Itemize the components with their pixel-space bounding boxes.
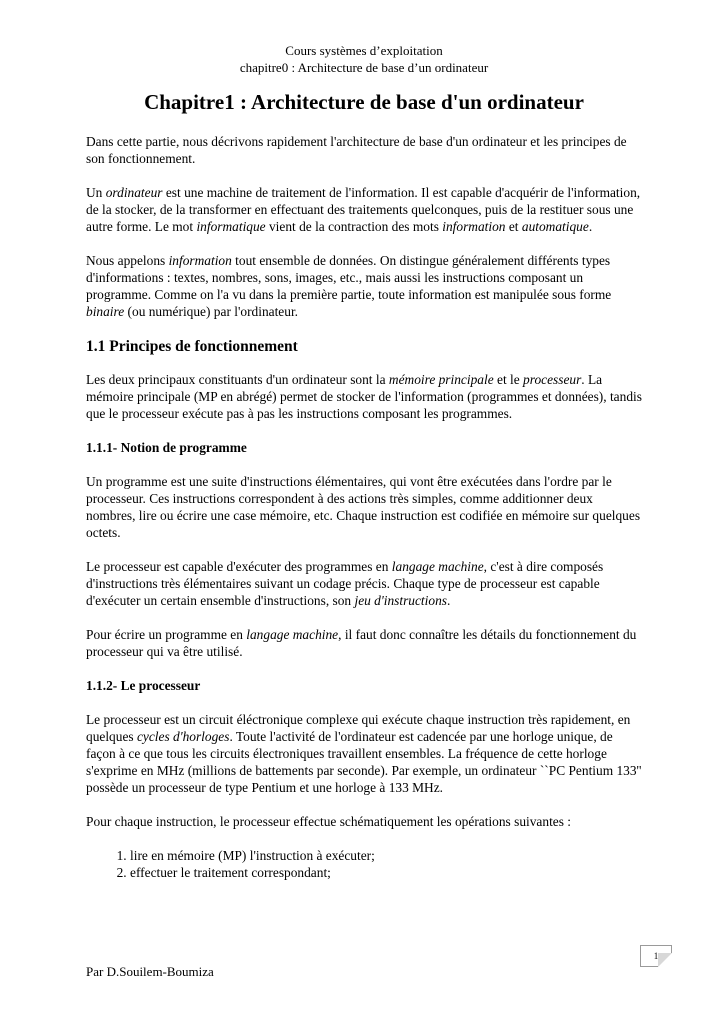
list-item: 1. lire en mémoire (MP) l'instruction à exécuter; xyxy=(130,847,642,864)
running-header xyxy=(86,42,642,76)
page-number-box xyxy=(640,945,672,967)
paragraph-operations: Pour chaque instruction, le processeur effectue schématiquement les opérations suivantes : xyxy=(86,814,572,829)
section-heading-1-1-2: 1.1.2- Le processeur xyxy=(86,678,201,693)
paragraph-information: Nous appelons information tout ensemble de données. On distingue généralement différents types d'informations : textes, nombres, sons, images, etc., mais aussi les instructions composant un programme. Comme on l'a vu dans la première partie, toute information est manipulée sous forme binaire (ou numérique) par l'ordinateur. xyxy=(86,253,612,319)
paragraph-processeur: Le processeur est un circuit éléctronique complexe qui exécute chaque instruction très rapidement, en quelques cycles d'horloges. Toute l'activité de l'ordinateur est cadencée par une horloge unique, de façon à ce que tous les circuits électroniques travaillent ensembles. La fréquence de cette horloge s'exprime en MHz (millions de battements par seconde). Par exemple, un ordinateur ``PC Pentium 133'' possède un processeur de type Pentium et une horloge à 133 MHz. xyxy=(86,712,642,795)
paragraph-ecrire-programme: Pour écrire un programme en langage machine, il faut donc connaître les détails du fonctionnement du processeur qui va être utilisé. xyxy=(86,627,637,659)
header-course: Cours systèmes d’exploitation xyxy=(285,43,443,58)
page-title: Chapitre1 : Architecture de base d'un ordinateur xyxy=(144,90,584,114)
document-page xyxy=(86,42,642,881)
paragraph-programme: Un programme est une suite d'instructions élémentaires, qui vont être exécutées dans l'ordre par le processeur. Ces instructions correspondent à des actions très simples, comme additionner deux nombres, lire ou écrire une case mémoire, etc. Chaque instruction est codifiée en mémoire sur quelques octets. xyxy=(86,474,641,540)
section-heading-1-1: 1.1 Principes de fonctionnement xyxy=(86,338,298,355)
paragraph-constituants: Les deux principaux constituants d'un ordinateur sont la mémoire principale et le processeur. La mémoire principale (MP en abrégé) permet de stocker de l'information (programmes et données), tandis que le processeur exécute pas à pas les instructions composant les programmes. xyxy=(86,372,642,421)
list-item: 2. effectuer le traitement correspondant; xyxy=(130,864,642,881)
section-heading-1-1-1: 1.1.1- Notion de programme xyxy=(86,440,247,455)
footer-author: Par D.Souilem-Boumiza xyxy=(86,964,214,979)
operations-list xyxy=(86,847,642,881)
header-chapter: chapitre0 : Architecture de base d’un ordinateur xyxy=(239,60,489,75)
intro-paragraph: Dans cette partie, nous décrivons rapidement l'architecture de base d'un ordinateur et les principes de son fonctionnement. xyxy=(86,134,627,166)
page-number: 1 xyxy=(653,951,659,961)
paragraph-ordinateur: Un ordinateur est une machine de traitement de l'information. Il est capable d'acquérir de l'information, de la stocker, de la transformer en effectuant des traitements quelconques, puis de la restituer sous une autre forme. Le mot informatique vient de la contraction des mots information et automatique. xyxy=(86,185,641,234)
page-fold-icon xyxy=(658,953,672,967)
paragraph-langage-machine: Le processeur est capable d'exécuter des programmes en langage machine, c'est à dire composés d'instructions très élémentaires suivant un codage précis. Chaque type de processeur est capable d'exécuter un certain ensemble d'instructions, son jeu d'instructions. xyxy=(86,559,604,608)
